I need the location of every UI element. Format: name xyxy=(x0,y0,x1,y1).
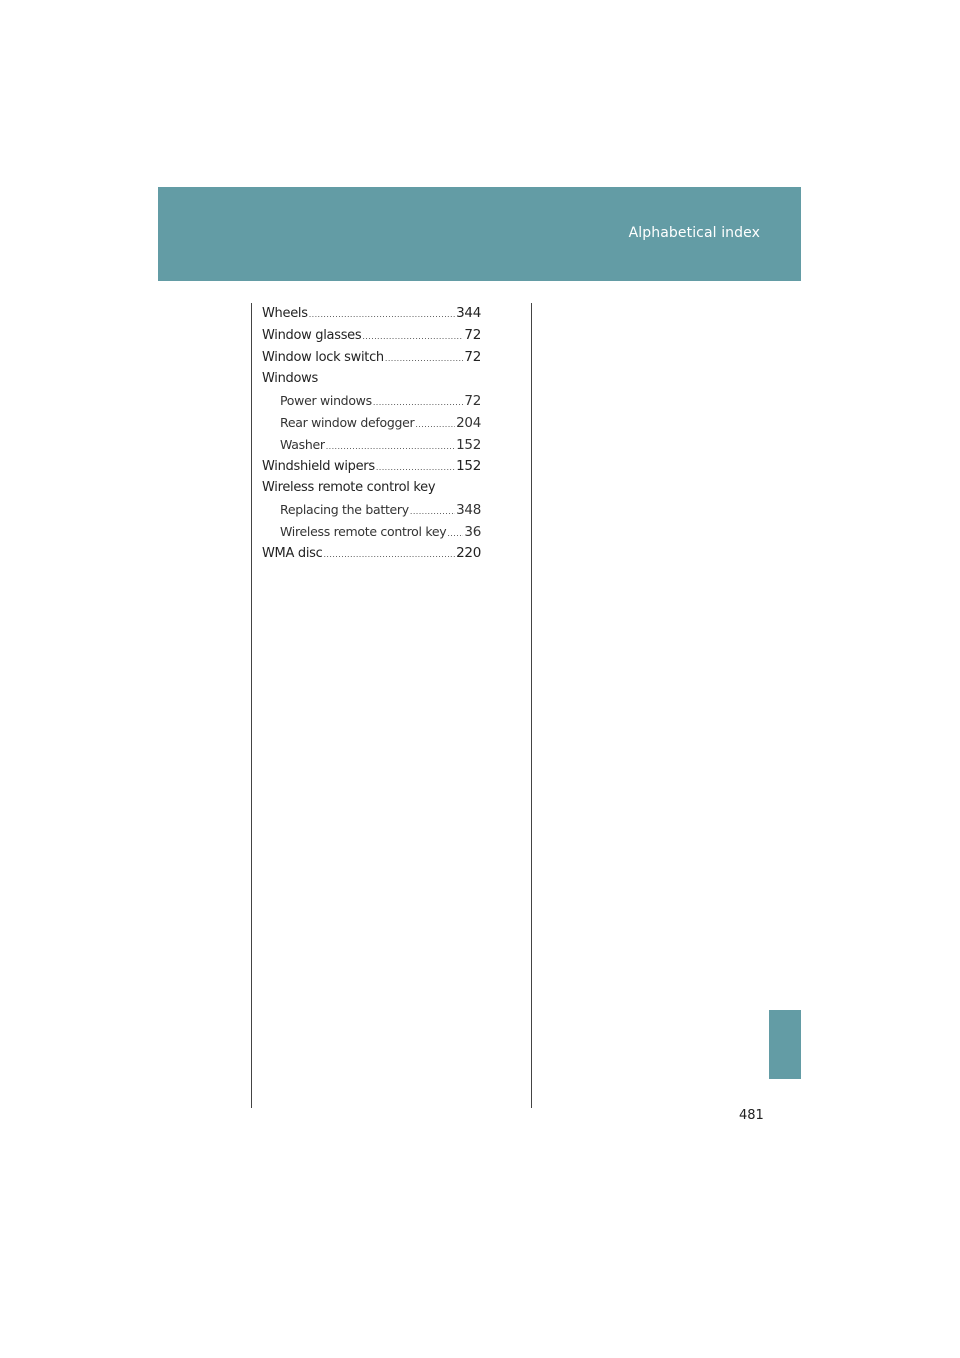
index-page-ref[interactable]: 152 xyxy=(456,457,481,474)
dot-leader xyxy=(447,523,463,545)
dot-leader xyxy=(323,544,455,566)
index-term: Replacing the battery xyxy=(280,502,409,518)
index-term: Windshield wipers xyxy=(262,458,375,474)
dot-leader xyxy=(410,501,455,523)
index-term: Rear window defogger xyxy=(280,414,415,430)
index-heading-wireless-remote-control-key xyxy=(262,477,481,499)
section-header-band xyxy=(158,187,801,281)
index-term: WMA disc xyxy=(262,545,323,561)
index-entry-wheels[interactable] xyxy=(262,303,481,325)
index-entry-wma-disc[interactable] xyxy=(262,543,481,565)
index-page-ref[interactable]: 36 xyxy=(464,523,481,540)
dot-leader xyxy=(362,326,463,348)
index-entry-window-glasses[interactable] xyxy=(262,325,481,347)
index-subentry-wireless-remote-control-key[interactable] xyxy=(262,521,481,543)
column-divider-right xyxy=(531,303,532,1108)
index-page-ref[interactable]: 344 xyxy=(456,305,481,321)
dot-leader xyxy=(385,348,464,370)
index-term: Wireless remote control key xyxy=(262,480,436,496)
index-subentry-power-windows[interactable] xyxy=(262,390,481,412)
index-term: Power windows xyxy=(280,393,372,409)
index-page-ref[interactable]: 72 xyxy=(464,348,481,365)
index-subentry-washer[interactable] xyxy=(262,434,481,456)
dot-leader xyxy=(326,436,455,458)
index-page-ref[interactable]: 72 xyxy=(464,326,481,343)
index-page-ref[interactable]: 152 xyxy=(456,436,481,453)
page-number: 481 xyxy=(739,1108,764,1123)
dot-leader xyxy=(415,414,455,436)
index-page-ref[interactable]: 220 xyxy=(456,544,481,561)
index-entry-windshield-wipers[interactable] xyxy=(262,456,481,478)
index-term: Window glasses xyxy=(262,327,362,343)
index-subentry-replacing-the-battery[interactable] xyxy=(262,499,481,521)
column-divider-left xyxy=(251,303,252,1108)
index-term: Wheels xyxy=(262,306,308,321)
index-term: Washer xyxy=(280,436,325,452)
index-subentry-rear-window-defogger[interactable] xyxy=(262,412,481,434)
index-list xyxy=(262,303,481,565)
chapter-thumb-tab xyxy=(769,1010,801,1079)
index-term: Wireless remote control key xyxy=(280,523,447,539)
index-page-ref[interactable]: 204 xyxy=(456,414,481,431)
dot-leader xyxy=(373,392,464,414)
index-page-ref[interactable]: 72 xyxy=(464,393,481,410)
index-term: Window lock switch xyxy=(262,349,384,365)
index-page-ref[interactable]: 348 xyxy=(456,502,481,519)
index-heading-windows xyxy=(262,368,481,390)
index-entry-window-lock-switch[interactable] xyxy=(262,347,481,369)
section-title: Alphabetical index xyxy=(628,225,760,241)
index-term: Windows xyxy=(262,371,318,387)
dot-leader xyxy=(376,457,455,479)
dot-leader xyxy=(309,304,455,326)
